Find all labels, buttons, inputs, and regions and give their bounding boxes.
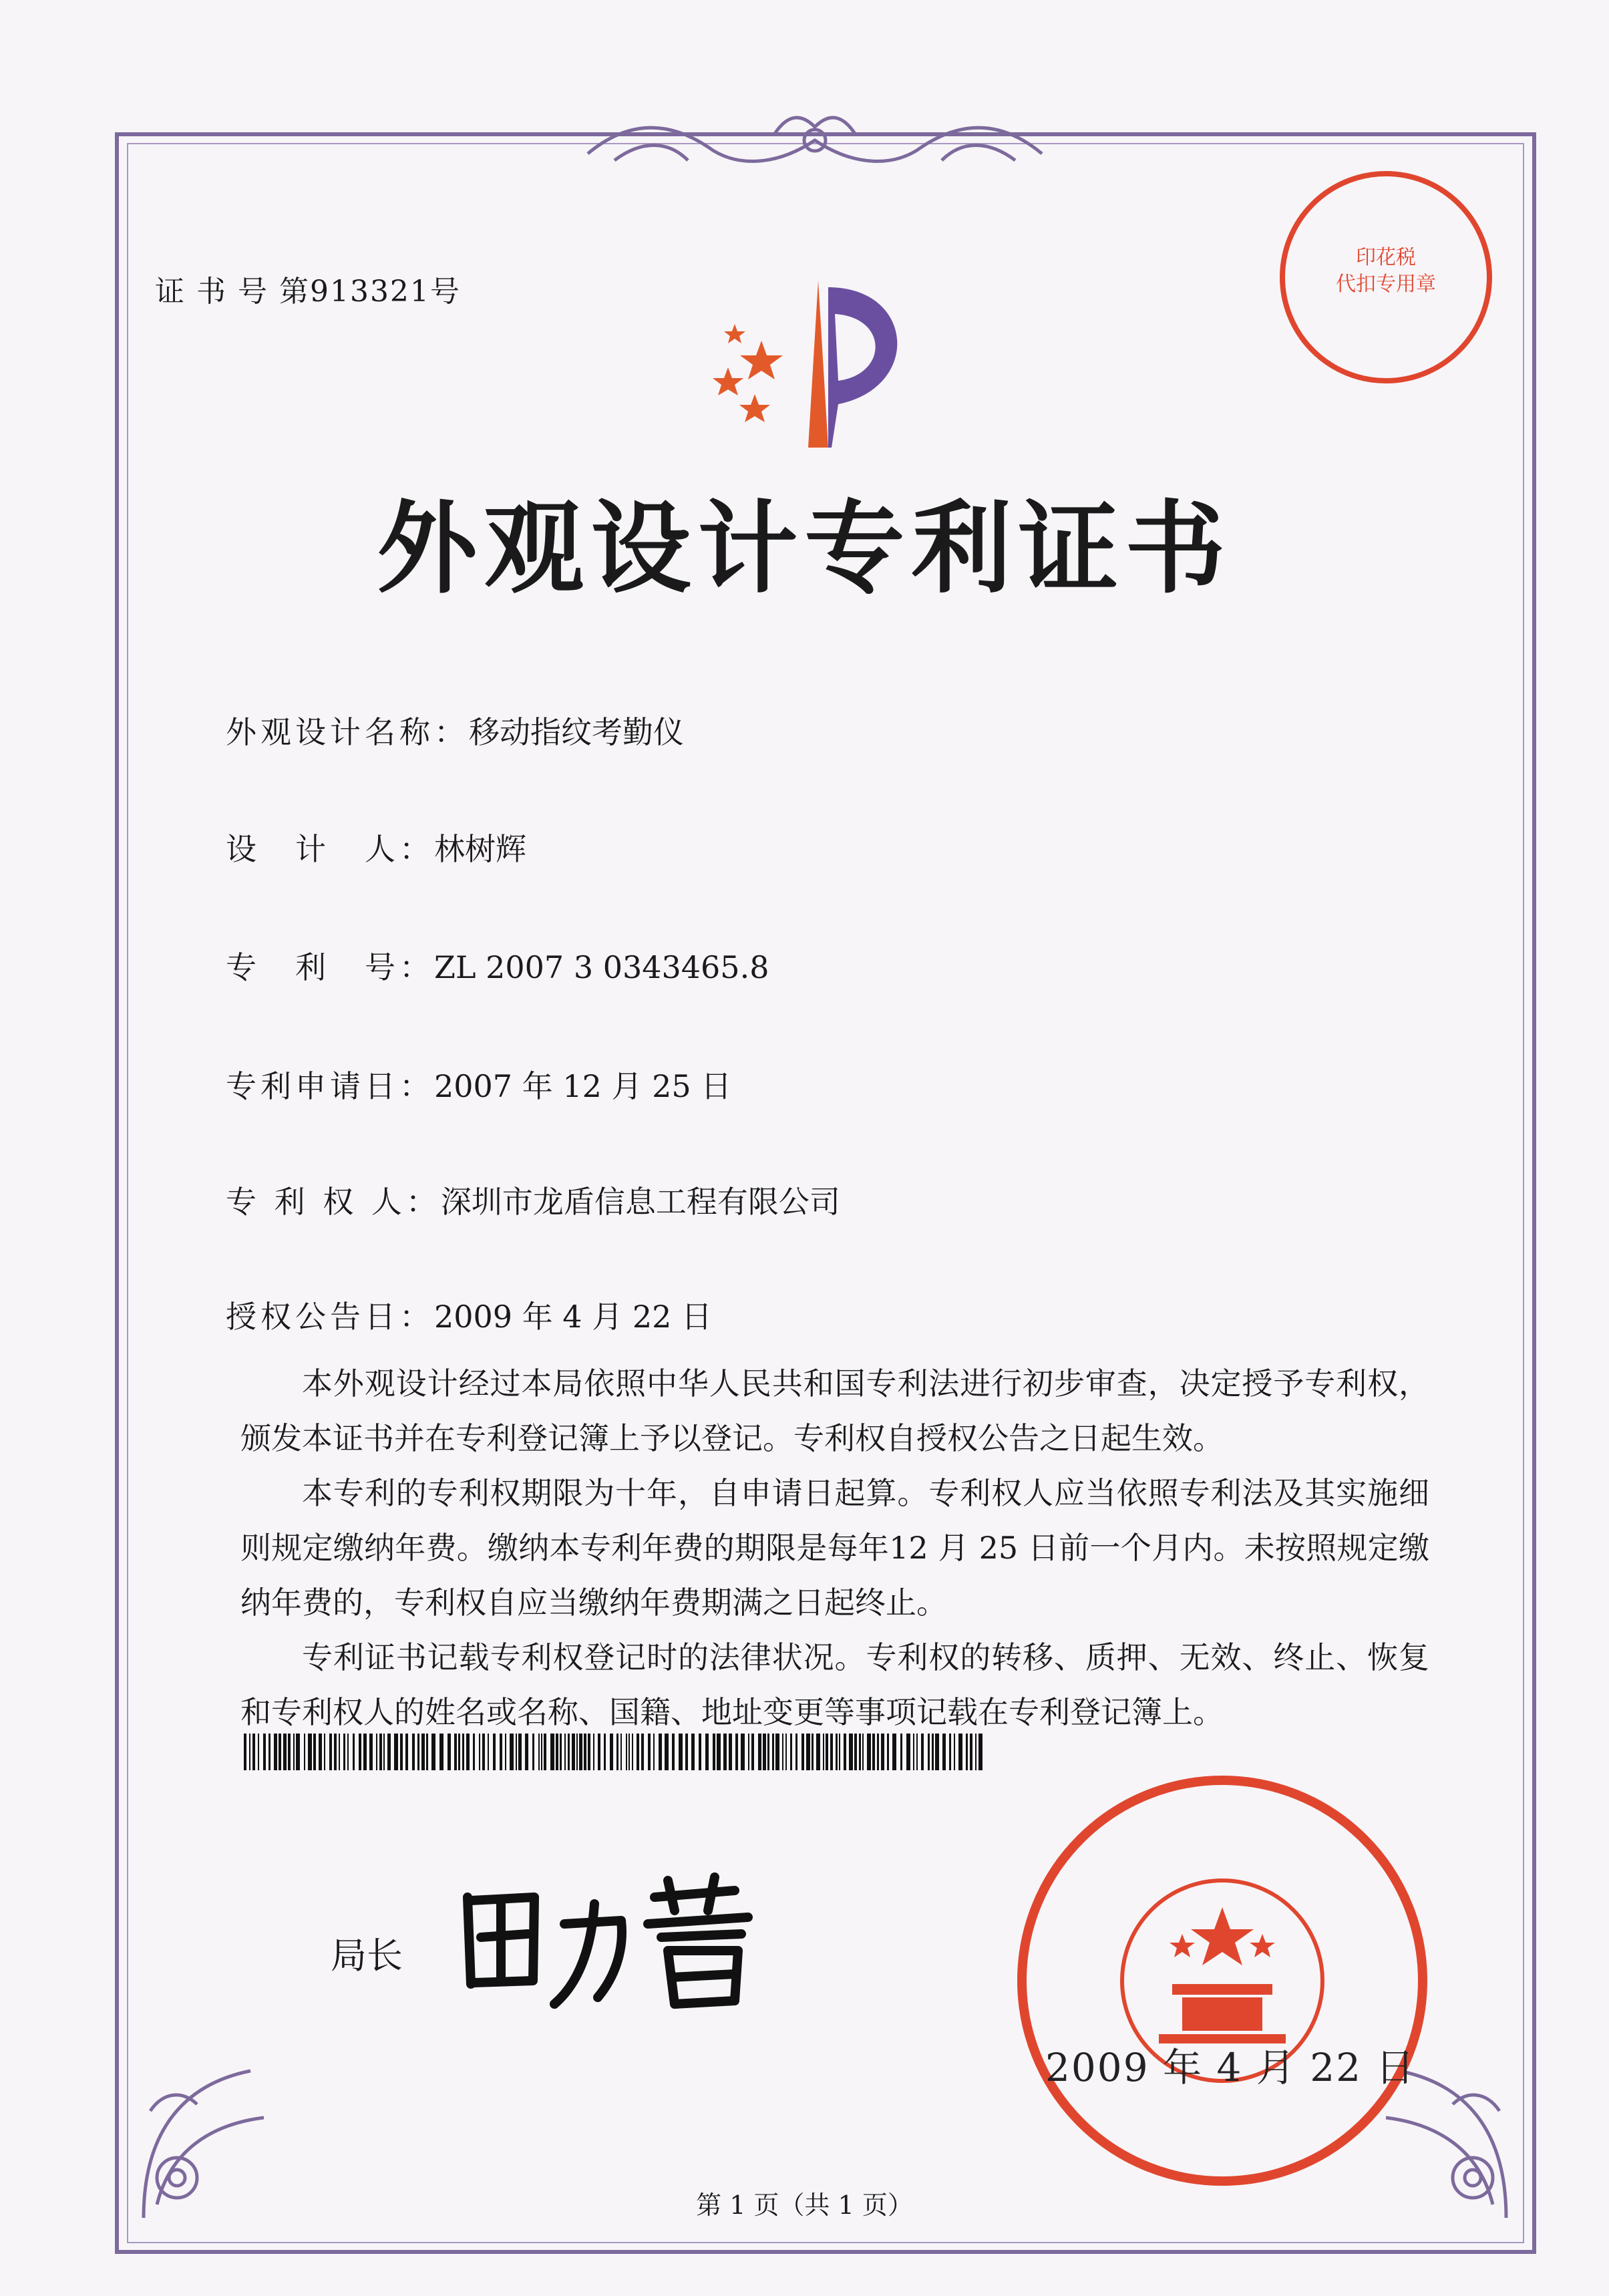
field-grant-date xyxy=(226,1293,712,1337)
paragraph: 本外观设计经过本局依照中华人民共和国专利法进行初步审查，决定授予专利权，颁发本证书并在专利登记簿上予以登记。专利权自授权公告之日起生效。 xyxy=(240,1365,1429,1456)
field-patent-number xyxy=(226,943,769,987)
national-ipo-seal xyxy=(1005,1764,1439,2198)
field-label: 外观设计名称： xyxy=(226,714,469,750)
field-label: 专利申请日： xyxy=(226,1068,434,1104)
certificate-title: 外观设计专利证书 xyxy=(377,490,1232,607)
tax-seal-line-2: 代扣专用章 xyxy=(1336,273,1436,296)
certificate-body xyxy=(240,1356,1429,1740)
tax-bureau-seal xyxy=(1272,164,1499,391)
field-application-date xyxy=(226,1062,731,1106)
certificate-number: 证 书 号 第913321号 xyxy=(155,275,461,309)
director-label: 局长 xyxy=(331,1935,403,1977)
field-designer xyxy=(226,825,526,869)
field-value: 2007 年 12 月 25 日 xyxy=(434,1068,732,1104)
tax-seal-line-1: 印花税 xyxy=(1356,246,1416,269)
paragraph: 专利证书记载专利权登记时的法律状况。专利权的转移、质押、无效、终止、恢复和专利权人的姓名或名称、国籍、地址变更等事项记载在专利登记簿上。 xyxy=(240,1639,1429,1730)
patent-office-emblem xyxy=(695,261,975,461)
paragraph: 本专利的专利权期限为十年，自申请日起算。专利权人应当依照专利法及其实施细则规定缴纳年费。缴纳本专利年费的期限是每年12 月 25 日前一个月内。未按照规定缴纳年费的，专利权自应当缴纳年费期满之日起终止。 xyxy=(240,1475,1429,1621)
field-value: ZL 2007 3 0343465.8 xyxy=(434,949,769,985)
field-patentee xyxy=(226,1178,840,1222)
field-label: 授权公告日： xyxy=(226,1299,434,1335)
field-label: 专 利 权 人： xyxy=(226,1184,441,1220)
field-value: 林树辉 xyxy=(434,831,526,867)
issue-date: 2009 年 4 月 22 日 xyxy=(1045,2045,1416,2090)
top-ornament xyxy=(574,114,1055,187)
field-value: 移动指纹考勤仪 xyxy=(469,714,684,750)
field-label: 专 利 号： xyxy=(226,949,434,985)
page-number: 第 1 页（共 1 页） xyxy=(696,2190,913,2220)
field-value: 2009 年 4 月 22 日 xyxy=(434,1299,712,1335)
barcode xyxy=(244,1734,985,1770)
field-value: 深圳市龙盾信息工程有限公司 xyxy=(440,1184,840,1220)
field-label: 设 计 人： xyxy=(226,831,434,867)
field-design-name xyxy=(226,708,684,752)
director-signature xyxy=(454,1870,768,2017)
